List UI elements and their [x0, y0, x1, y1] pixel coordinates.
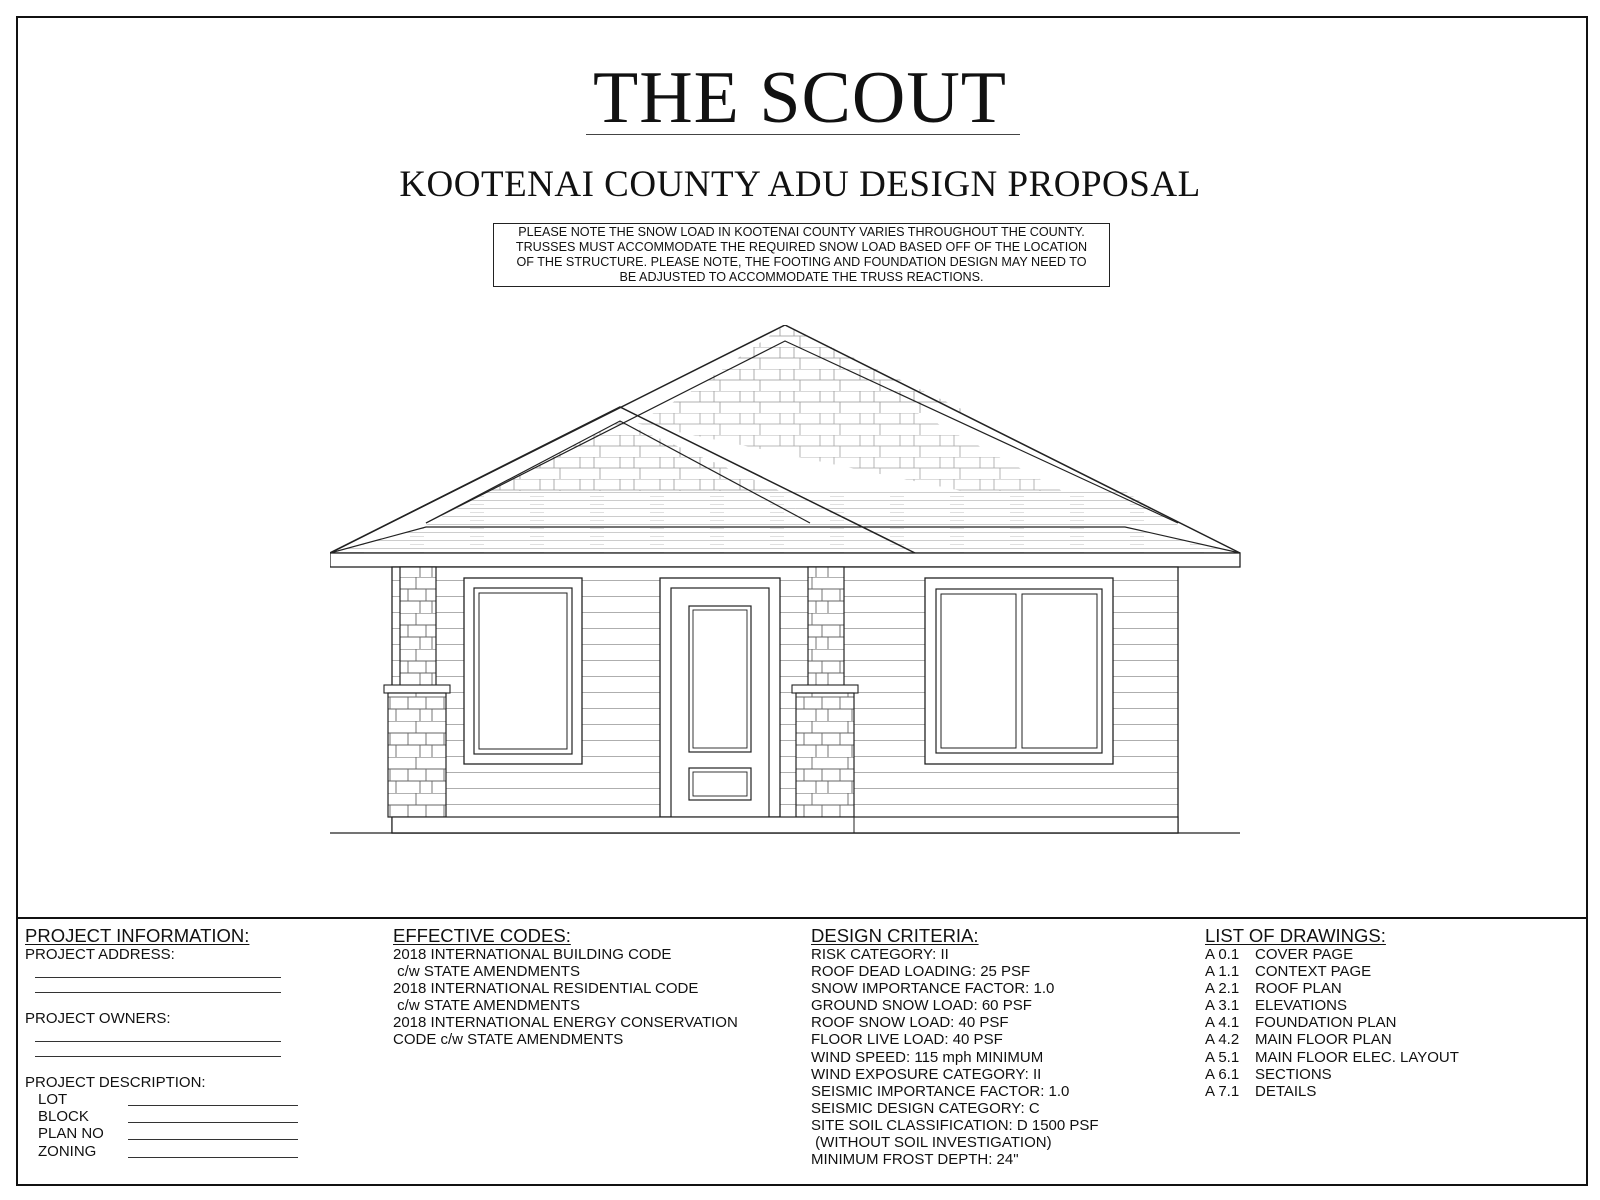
lot-label: LOT — [38, 1091, 68, 1109]
note-line: OF THE STRUCTURE. PLEASE NOTE, THE FOOTING AND FOUNDATION DESIGN MAY NEED TO — [516, 255, 1087, 269]
block-field — [25, 1108, 298, 1125]
address-label: PROJECT ADDRESS: — [25, 946, 175, 963]
page-title: THE SCOUT — [593, 57, 1007, 139]
title-underline — [586, 134, 1020, 135]
drawing-number: A 5.1 — [1205, 1048, 1240, 1066]
drawing-name: ROOF PLAN — [1255, 980, 1342, 998]
drawing-name: FOUNDATION PLAN — [1255, 1014, 1397, 1032]
drawing-item — [1205, 946, 1459, 963]
drawing-item — [1205, 1031, 1459, 1048]
criteria-line: GROUND SNOW LOAD: 60 PSF — [811, 997, 1032, 1015]
note-line: TRUSSES MUST ACCOMMODATE THE REQUIRED SNOW LOAD BASED OFF OF THE LOCATION — [515, 240, 1088, 254]
criteria-line: ROOF DEAD LOADING: 25 PSF — [811, 963, 1031, 981]
criteria-line: WIND EXPOSURE CATEGORY: II — [811, 1065, 1042, 1083]
criteria-line: SEISMIC IMPORTANCE FACTOR: 1.0 — [811, 1082, 1070, 1100]
block-line — [128, 1108, 298, 1123]
drawing-name: SECTIONS — [1255, 1065, 1332, 1083]
codes-heading: EFFECTIVE CODES: — [393, 925, 571, 946]
description-label: PROJECT DESCRIPTION: — [25, 1074, 206, 1092]
criteria-line: SITE SOIL CLASSIFICATION: D 1500 PSF — [811, 1116, 1099, 1134]
zoning-label: ZONING — [38, 1142, 97, 1160]
plan-no-field — [25, 1125, 298, 1142]
owners-label: PROJECT OWNERS: — [25, 1010, 171, 1028]
criteria-line: RISK CATEGORY: II — [811, 946, 949, 963]
drawing-number: A 3.1 — [1205, 997, 1240, 1015]
front-elevation-drawing — [330, 325, 1270, 855]
criteria-line: SNOW IMPORTANCE FACTOR: 1.0 — [811, 980, 1055, 998]
drawing-item — [1205, 1049, 1459, 1066]
code-line: 2018 INTERNATIONAL RESIDENTIAL CODE — [393, 980, 699, 998]
criteria-line: WIND SPEED: 115 mph MINIMUM — [811, 1048, 1044, 1066]
block-label: BLOCK — [38, 1108, 89, 1126]
drawing-name: MAIN FLOOR ELEC. LAYOUT — [1255, 1048, 1459, 1066]
plan-no-label: PLAN NO — [38, 1125, 104, 1143]
drawings-list-section — [1205, 925, 1459, 1100]
code-line: c/w STATE AMENDMENTS — [393, 963, 580, 981]
owner-line-1 — [35, 1027, 281, 1042]
criteria-heading: DESIGN CRITERIA: — [811, 925, 979, 946]
snow-load-note — [493, 223, 1110, 287]
drawing-name: MAIN FLOOR PLAN — [1255, 1031, 1392, 1049]
owner-line-2 — [35, 1042, 281, 1057]
drawing-number: A 1.1 — [1205, 963, 1240, 981]
criteria-line: ROOF SNOW LOAD: 40 PSF — [811, 1014, 1009, 1032]
drawing-number: A 4.1 — [1205, 1014, 1240, 1032]
drawing-item — [1205, 1066, 1459, 1083]
zoning-line — [128, 1143, 298, 1158]
page-subtitle: KOOTENAI COUNTY ADU DESIGN PROPOSAL — [399, 164, 1201, 205]
code-line: CODE c/w STATE AMENDMENTS — [393, 1031, 624, 1049]
drawing-item — [1205, 997, 1459, 1014]
drawing-item — [1205, 963, 1459, 980]
drawing-name: DETAILS — [1255, 1082, 1317, 1100]
criteria-line: (WITHOUT SOIL INVESTIGATION) — [811, 1134, 1052, 1152]
zoning-field — [25, 1143, 298, 1160]
drawings-heading: LIST OF DRAWINGS: — [1205, 925, 1386, 946]
drawing-name: COVER PAGE — [1255, 946, 1354, 963]
design-criteria-section — [811, 925, 1099, 1168]
criteria-line: FLOOR LIVE LOAD: 40 PSF — [811, 1031, 1003, 1049]
project-info-heading: PROJECT INFORMATION: — [25, 925, 250, 946]
criteria-line: SEISMIC DESIGN CATEGORY: C — [811, 1099, 1040, 1117]
drawing-number: A 2.1 — [1205, 980, 1240, 998]
code-line: c/w STATE AMENDMENTS — [393, 997, 580, 1015]
drawing-number: A 6.1 — [1205, 1065, 1240, 1083]
drawing-item — [1205, 980, 1459, 997]
note-line: PLEASE NOTE THE SNOW LOAD IN KOOTENAI COUNTY VARIES THROUGHOUT THE COUNTY. — [518, 225, 1085, 239]
project-info-section — [25, 925, 298, 1160]
code-line: 2018 INTERNATIONAL ENERGY CONSERVATION — [393, 1014, 738, 1032]
lot-line — [128, 1091, 298, 1106]
criteria-line: MINIMUM FROST DEPTH: 24" — [811, 1151, 1019, 1169]
address-line-1 — [35, 963, 281, 978]
drawing-number: A 7.1 — [1205, 1082, 1240, 1100]
plan-no-line — [128, 1125, 298, 1140]
drawing-item — [1205, 1014, 1459, 1031]
drawing-item — [1205, 1083, 1459, 1100]
note-line: BE ADJUSTED TO ACCOMMODATE THE TRUSS REACTIONS. — [619, 270, 984, 284]
drawing-number: A 4.2 — [1205, 1031, 1240, 1049]
lot-field — [25, 1091, 298, 1108]
drawing-name: CONTEXT PAGE — [1255, 963, 1372, 981]
address-line-2 — [35, 978, 281, 993]
info-divider — [16, 917, 1588, 919]
code-line: 2018 INTERNATIONAL BUILDING CODE — [393, 946, 672, 963]
drawing-number: A 0.1 — [1205, 946, 1240, 963]
effective-codes-section — [393, 925, 738, 1049]
drawing-name: ELEVATIONS — [1255, 997, 1347, 1015]
